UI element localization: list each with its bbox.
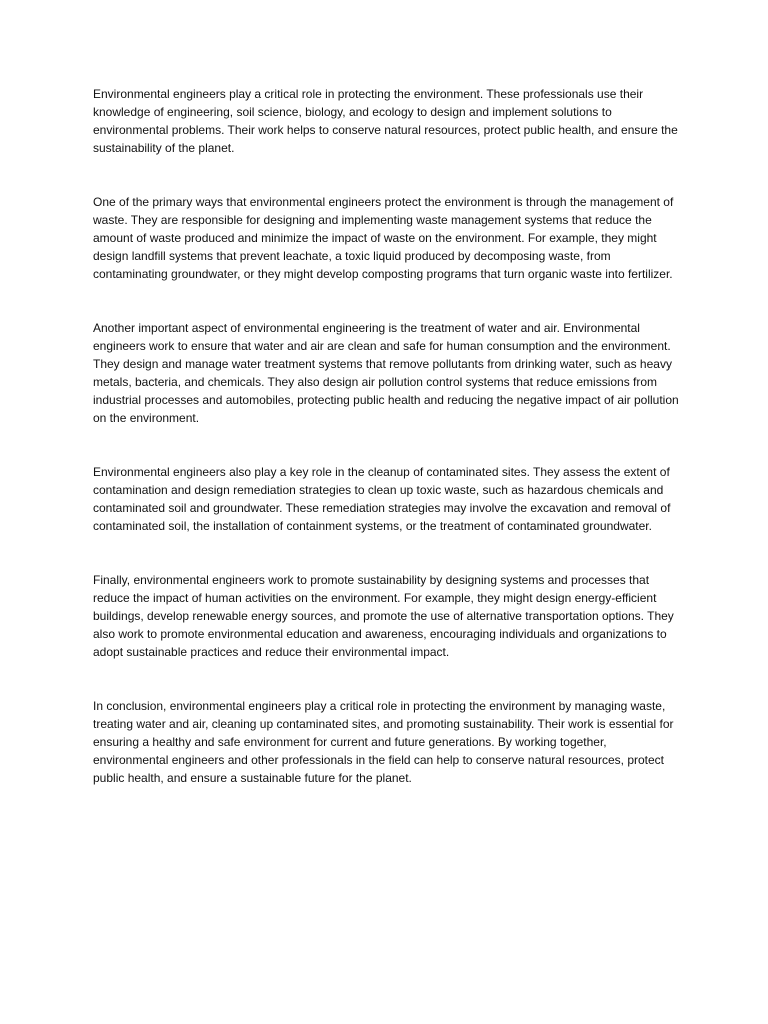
paragraph-waste-management: One of the primary ways that environmental engineers protect the environment is through the management of waste. They are responsible for designing and implementing waste management systems that reduce the amount of waste produced and minimize the impact of waste on the environment. For example, they might design landfill systems that prevent leachate, a toxic liquid produced by decomposing waste, from contaminating groundwater, or they might develop composting programs that turn organic waste into fertilizer.	[93, 195, 674, 281]
paragraph-water-air-treatment: Another important aspect of environmental engineering is the treatment of water and air. Environmental engineers work to ensure that water and air are clean and safe for human consumption and the environment. They design and manage water treatment systems that remove pollutants from drinking water, such as heavy metals, bacteria, and chemicals. They also design air pollution control systems that reduce emissions from industrial processes and automobiles, protecting public health and reducing the negative impact of air pollution on the environment.	[93, 321, 679, 425]
document-body	[93, 85, 683, 823]
paragraph-intro: Environmental engineers play a critical role in protecting the environment. These professionals use their knowledge of engineering, soil science, biology, and ecology to design and implement solutions to environmental problems. Their work helps to conserve natural resources, protect public health, and ensure the sustainability of the planet.	[93, 87, 678, 155]
paragraph-conclusion: In conclusion, environmental engineers play a critical role in protecting the environment by managing waste, treating water and air, cleaning up contaminated sites, and promoting sustainability. Their work is essential for ensuring a healthy and safe environment for current and future generations. By working together, environmental engineers and other professionals in the field can help to conserve natural resources, protect public health, and ensure a sustainable future for the planet.	[93, 699, 674, 785]
paragraph-site-cleanup: Environmental engineers also play a key role in the cleanup of contaminated sites. They assess the extent of contamination and design remediation strategies to clean up toxic waste, such as hazardous chemicals and contaminated soil and groundwater. These remediation strategies may involve the excavation and removal of contaminated soil, the installation of containment systems, or the treatment of contaminated groundwater.	[93, 465, 671, 533]
paragraph-sustainability: Finally, environmental engineers work to promote sustainability by designing systems and processes that reduce the impact of human activities on the environment. For example, they might design energy-efficient buildings, develop renewable energy sources, and promote the use of alternative transportation options. They also work to promote environmental education and awareness, encouraging individuals and organizations to adopt sustainable practices and reduce their environmental impact.	[93, 573, 674, 659]
